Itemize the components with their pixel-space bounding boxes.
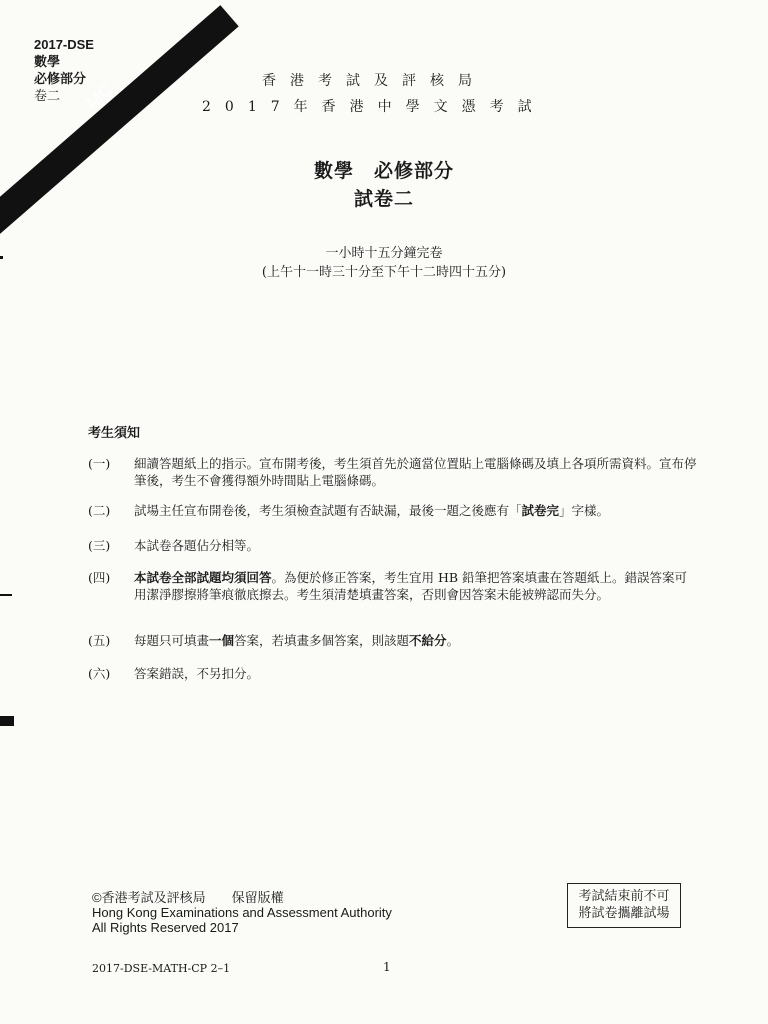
notice-box xyxy=(567,883,681,928)
rights-cn: 保留版權 xyxy=(231,890,284,905)
instruction-item xyxy=(88,502,698,519)
subject-short: 數學 xyxy=(34,54,61,69)
instruction-text: 。為便於修正答案，考生宜用 HB 鉛筆把答案填畫在答題紙上。錯誤答案可用潔淨膠擦將筆痕徹底擦去。考生須清楚填畫答案，否則會因答案未能被辨認而失分。 xyxy=(134,570,688,602)
instruction-text: 試場主任宣布開卷後，考生須檢查試題有否缺漏，最後一題之後應有「 xyxy=(134,503,522,518)
scan-mark xyxy=(0,716,14,726)
instruction-item xyxy=(88,537,698,554)
instruction-bold: 不給分 xyxy=(409,633,447,648)
paper-code: 2017-DSE-MATH-CP 2–1 xyxy=(92,962,231,975)
page-number: 1 xyxy=(383,960,391,974)
authority-name: 香港考試及評核局 xyxy=(262,73,486,89)
instruction-text: 」字樣。 xyxy=(559,503,610,518)
instruction-bold: 試卷完 xyxy=(521,503,560,518)
exam-code: 2017-DSE xyxy=(34,37,94,52)
scan-mark xyxy=(0,212,3,215)
paper-short: 卷二 xyxy=(34,88,61,103)
corner-info xyxy=(34,36,94,104)
notice-line: 考試結束前不可 xyxy=(578,889,670,904)
copyright-block xyxy=(92,890,392,935)
instruction-number: (六) xyxy=(88,666,111,681)
instruction-text: 。 xyxy=(446,633,460,648)
notice-line: 將試卷攜離試場 xyxy=(578,906,670,921)
authority-en: Hong Kong Examinations and Assessment Authority xyxy=(92,905,392,920)
instructions-heading: 考生須知 xyxy=(88,426,141,441)
instruction-text: 答案錯誤，不另扣分。 xyxy=(134,666,260,681)
instruction-number: (四) xyxy=(88,570,111,585)
scan-mark xyxy=(0,594,12,596)
instruction-item xyxy=(88,455,698,489)
instruction-bold: 本試卷全部試題均須回答 xyxy=(134,570,272,585)
rights-en: All Rights Reserved 2017 xyxy=(92,920,239,935)
instruction-number: (一) xyxy=(88,456,111,471)
instruction-bold: 一個 xyxy=(209,633,235,648)
instruction-item xyxy=(88,632,698,649)
instruction-item xyxy=(88,665,698,682)
instruction-number: (五) xyxy=(88,633,111,648)
instruction-item xyxy=(88,569,698,603)
subject-title: 數學 必修部分 xyxy=(313,160,454,182)
subject-part: 必修部分 xyxy=(34,71,87,86)
instruction-text: 本試卷各題佔分相等。 xyxy=(134,538,260,553)
instruction-text: 答案，若填畫多個答案，則該題 xyxy=(234,633,410,648)
time-slot: (上午十一時三十分至下午十二時四十五分) xyxy=(261,265,507,280)
exam-name: 2017年香港中學文憑考試 xyxy=(202,99,546,115)
instruction-text: 細讀答題紙上的指示。宣布開考後，考生須首先於適當位置貼上電腦條碼及填上各項所需資料。宣布停筆後，考生不會獲得額外時間貼上電腦條碼。 xyxy=(134,456,697,488)
instruction-text: 每題只可填畫 xyxy=(134,633,210,648)
instruction-number: (三) xyxy=(88,538,111,553)
band-label: MC xyxy=(82,79,117,113)
copyright-cn: ©香港考試及評核局 xyxy=(92,890,206,905)
instruction-number: (二) xyxy=(88,503,111,518)
paper-title: 試卷二 xyxy=(353,188,414,210)
duration: 一小時十五分鐘完卷 xyxy=(325,246,443,261)
scan-mark xyxy=(0,256,3,259)
